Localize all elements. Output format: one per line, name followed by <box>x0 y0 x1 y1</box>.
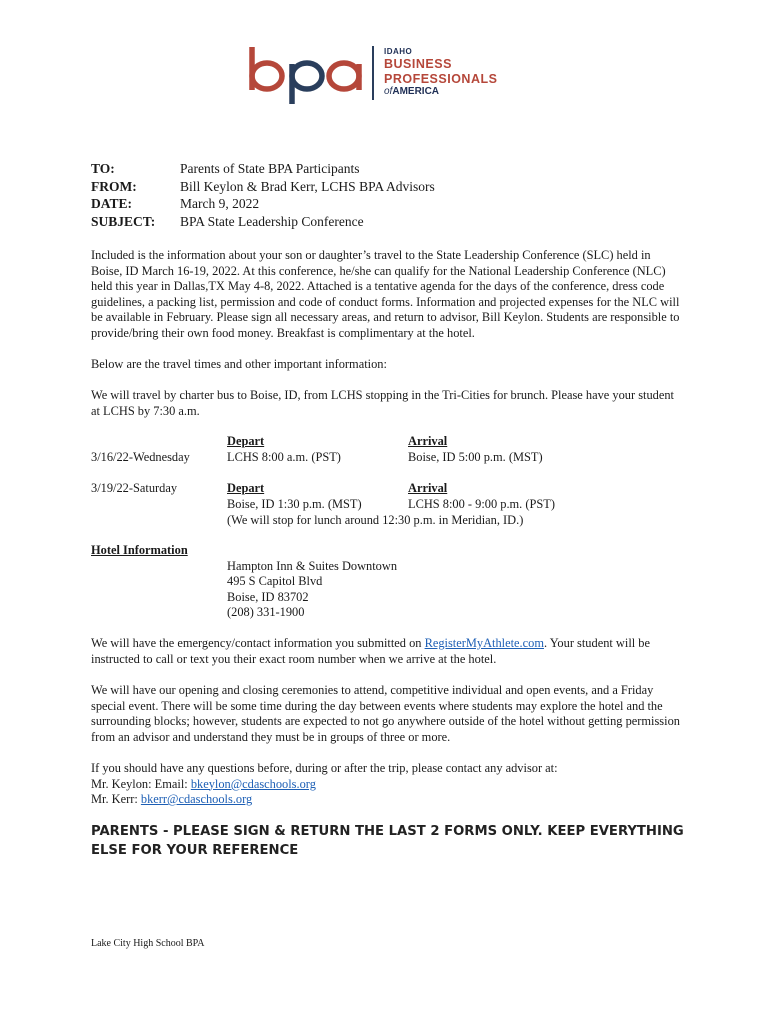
ceremonies-paragraph: We will have our opening and closing ceremonies to attend, competitive individual and open events, and a Friday special event. There will be some time during the day between events where students may explore the hotel and the surrounding blocks; however, students are expected to not go anywhere outside of the hotel without getting permission from an advisor and understand they must be in groups of three or more. <box>91 683 680 744</box>
memo-date-row <box>91 195 435 213</box>
registermyathlete-link[interactable]: RegisterMyAthlete.com <box>424 636 544 650</box>
memo-header <box>91 160 435 230</box>
logo-line-professionals: PROFESSIONALS <box>384 71 498 86</box>
below-paragraph: Below are the travel times and other important information: <box>91 357 387 371</box>
contact-intro: If you should have any questions before, during or after the trip, please contact any advisor at: <box>91 761 558 775</box>
intro-paragraph: Included is the information about your son or daughter’s travel to the State Leadership Conference (SLC) held in Boise, ID March 16-19, 2022. At this conference, he/she can qualify for the National Leadership Conference (NLC) held this year in Dallas,TX May 4-8, 2022. Attached is a tentative agenda for the days of the conference, dress code guidelines, a packing list, permission and code of conduct forms. Information and projected expenses for the NLC will be available in February. Please sign all necessary areas, and return to advisor, Bill Keylon. Students are responsible to provide/bring their own food money. Breakfast is complimentary at the hotel. <box>91 248 680 340</box>
hotel-heading: Hotel Information <box>91 543 188 557</box>
logo-line-america: ofAMERICA <box>384 86 440 97</box>
memo-subject-row <box>91 213 435 231</box>
memo-to-value: Parents of State BPA Participants <box>180 161 360 176</box>
memo-from-label: FROM: <box>91 178 137 194</box>
memo-subject-label: SUBJECT: <box>91 213 156 229</box>
day1-depart: LCHS 8:00 a.m. (PST) <box>227 450 341 464</box>
logo-state: IDAHO <box>384 47 413 56</box>
contact-kerr-label: Mr. Kerr: <box>91 792 141 807</box>
contact-keylon <box>91 777 681 793</box>
keylon-email-link[interactable]: bkeylon@cdaschools.org <box>190 776 316 791</box>
hotel-phone: (208) 331-1900 <box>227 605 305 619</box>
memo-date-value: March 9, 2022 <box>180 196 260 211</box>
logo-divider <box>372 46 374 100</box>
contact-kerr <box>91 792 681 808</box>
parents-notice: PARENTS - PLEASE SIGN & RETURN THE LAST 2 FORMS ONLY. KEEP EVERYTHING ELSE FOR YOUR REFERENCE <box>91 824 684 858</box>
contact-keylon-label: Mr. Keylon: Email: <box>91 776 191 791</box>
memo-date-label: DATE: <box>91 196 133 211</box>
contact-block <box>91 761 681 808</box>
day1-arrival: Boise, ID 5:00 p.m. (MST) <box>408 450 543 464</box>
kerr-email-link[interactable]: bkerr@cdaschools.org <box>140 792 253 807</box>
memo-to-label: TO: <box>91 161 115 176</box>
bpa-logo <box>246 44 546 106</box>
hotel-city: Boise, ID 83702 <box>227 590 309 604</box>
hotel-name: Hampton Inn & Suites Downtown <box>227 559 398 573</box>
day1-date: 3/16/22-Wednesday <box>91 450 190 464</box>
depart-header-2: Depart <box>227 481 265 495</box>
logo-line-business: BUSINESS <box>384 57 452 71</box>
day2-note: (We will stop for lunch around 12:30 p.m. in Meridian, ID.) <box>227 513 524 527</box>
depart-header-1: Depart <box>227 434 265 448</box>
charter-paragraph: We will travel by charter bus to Boise, ID, from LCHS stopping in the Tri-Cities for brunch. Please have your student at LCHS by 7:30 a.m. <box>91 388 674 418</box>
arrival-header-1: Arrival <box>408 434 448 448</box>
arrival-header-2: Arrival <box>408 481 448 495</box>
emergency-text-before: We will have the emergency/contact information you submitted on <box>91 636 425 650</box>
emergency-text-after: . Your student will be instructed to call or text you their exact room number when we arrive at the hotel. <box>91 636 650 666</box>
day2-depart: Boise, ID 1:30 p.m. (MST) <box>227 497 362 511</box>
memo-from-value: Bill Keylon & Brad Kerr, LCHS BPA Advisors <box>180 178 435 194</box>
day2-arrival: LCHS 8:00 - 9:00 p.m. (PST) <box>408 497 555 511</box>
memo-to-row <box>91 160 435 178</box>
day2-date: 3/19/22-Saturday <box>91 481 178 495</box>
emergency-paragraph <box>91 636 681 667</box>
logo-org-name <box>384 48 497 97</box>
bpa-mark-icon <box>246 44 366 106</box>
memo-from-row <box>91 178 435 196</box>
hotel-street: 495 S Capitol Blvd <box>227 574 323 588</box>
memo-subject-value: BPA State Leadership Conference <box>180 213 364 229</box>
page-footer: Lake City High School BPA <box>91 938 205 949</box>
